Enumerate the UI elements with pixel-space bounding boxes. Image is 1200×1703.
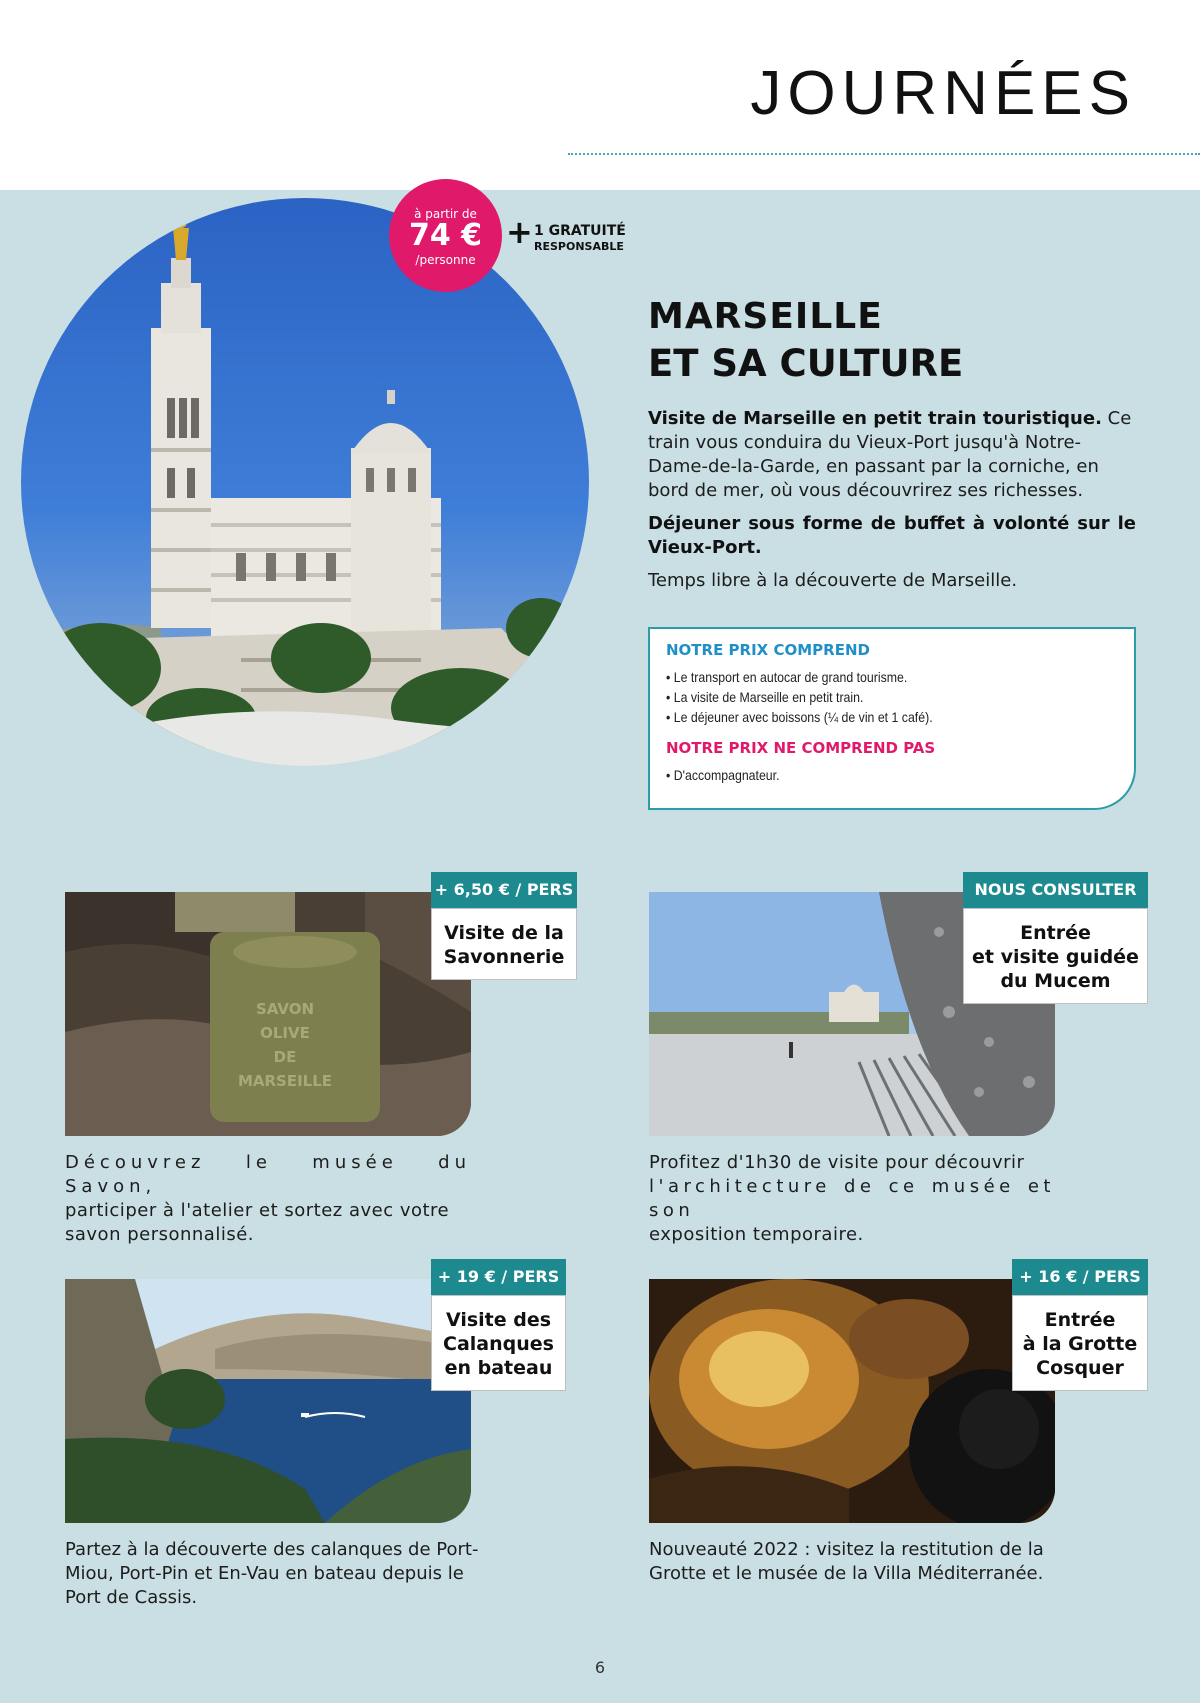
description-line: Miou, Port-Pin et En-Vau en bateau depuis le — [65, 1563, 464, 1584]
option-label — [431, 1295, 566, 1391]
free-place-label: 1 GRATUITÉ — [534, 223, 626, 239]
soap-illustration — [65, 892, 471, 1136]
list-item: • Le déjeuner avec boissons (¼ de vin et 1 café). — [666, 709, 933, 725]
intro-paragraph-1 — [648, 407, 1136, 503]
price-includes-box — [648, 627, 1136, 810]
option-label-line: Visite des — [445, 1309, 552, 1331]
calanques-illustration — [65, 1279, 471, 1523]
includes-list — [666, 667, 1118, 727]
price-value: 74 € — [408, 218, 483, 253]
option-label-line: du Mucem — [1000, 970, 1111, 992]
option-label-line: Calanques — [443, 1333, 554, 1355]
option-description — [649, 1538, 1079, 1586]
page-title: JOURNÉES — [750, 59, 1136, 128]
soap-stamp-line: SAVON — [255, 1000, 315, 1018]
option-label — [963, 908, 1148, 1004]
description-line: Port de Cassis. — [65, 1587, 198, 1608]
intro-body: Ce train vous conduira du Vieux-Port jusqu'à Notre-Dame-de-la-Garde, en passant par la corniche, en bord de mer, où vous découvrirez ses richesses. — [648, 408, 1132, 501]
includes-title: NOTRE PRIX COMPREND — [666, 641, 870, 659]
price-tag: NOUS CONSULTER — [963, 872, 1148, 908]
soap-stamp-line: OLIVE — [260, 1024, 310, 1042]
intro-text — [648, 407, 1136, 602]
option-label — [1012, 1295, 1148, 1391]
price-tag: + 6,50 € / PERS — [431, 872, 577, 908]
plus-sign: + — [506, 213, 533, 251]
main-subtitle: ET SA CULTURE — [648, 342, 964, 385]
price-tag: + 19 € / PERS — [431, 1259, 566, 1295]
list-item: • D'accompagnateur. — [666, 767, 780, 783]
basilica-illustration — [21, 198, 589, 766]
cave-illustration — [649, 1279, 1055, 1523]
description-line: l'architecture de ce musée et son — [649, 1176, 1055, 1221]
option-description — [649, 1151, 1055, 1247]
list-item: • Le transport en autocar de grand tourisme. — [666, 669, 908, 685]
description-line: Découvrez le musée du Savon, — [65, 1152, 471, 1197]
option-label-line: en bateau — [444, 1357, 553, 1379]
description-line: participer à l'atelier et sortez avec votre — [65, 1200, 450, 1221]
price-tag: + 16 € / PERS — [1012, 1259, 1148, 1295]
free-place-sublabel: RESPONSABLE — [534, 240, 624, 253]
intro-bold: Visite de Marseille en petit train touristique. — [648, 408, 1102, 429]
description-line: exposition temporaire. — [649, 1224, 864, 1245]
intro-paragraph-3: Temps libre à la découverte de Marseille. — [648, 570, 1018, 591]
list-item: • La visite de Marseille en petit train. — [666, 689, 864, 705]
calanques-photo — [65, 1279, 471, 1523]
description-line: savon personnalisé. — [65, 1224, 255, 1245]
intro-paragraph-2 — [648, 512, 1136, 560]
soap-stamp-line: MARSEILLE — [237, 1072, 333, 1090]
page-number: 6 — [594, 1658, 606, 1677]
cave-photo — [649, 1279, 1055, 1523]
description-line: Nouveauté 2022 : visitez la restitution de la — [649, 1539, 1044, 1560]
price-from-label: à partir de — [414, 207, 477, 221]
excludes-list — [666, 765, 1118, 785]
hero-photo-basilica — [21, 198, 589, 766]
option-label-line: Savonnerie — [443, 946, 565, 968]
description-line: Profitez d'1h30 de visite pour découvrir — [649, 1152, 1025, 1173]
option-label-line: Visite de la — [444, 922, 564, 944]
title-divider — [568, 153, 1200, 155]
soap-photo — [65, 892, 471, 1136]
option-label-line: Cosquer — [1036, 1357, 1124, 1379]
excludes-title: NOTRE PRIX NE COMPREND PAS — [666, 739, 936, 757]
description-line: Partez à la découverte des calanques de Port- — [65, 1539, 479, 1560]
main-title: MARSEILLE — [648, 296, 883, 337]
option-description — [65, 1151, 471, 1247]
option-description — [65, 1538, 495, 1610]
option-label-line: Entrée — [1044, 1309, 1116, 1331]
option-label-line: à la Grotte — [1022, 1333, 1138, 1355]
option-label — [431, 908, 577, 980]
price-per-label: /personne — [415, 253, 476, 267]
description-line: Grotte et le musée de la Villa Méditerranée. — [649, 1563, 1044, 1584]
lunch-text: Déjeuner sous forme de buffet à volonté sur le Vieux-Port. — [648, 513, 1136, 558]
soap-stamp-line: DE — [273, 1048, 297, 1066]
header — [0, 0, 1200, 190]
option-label-line: et visite guidée — [972, 946, 1139, 968]
option-label-line: Entrée — [1020, 922, 1091, 944]
price-badge — [389, 179, 502, 292]
